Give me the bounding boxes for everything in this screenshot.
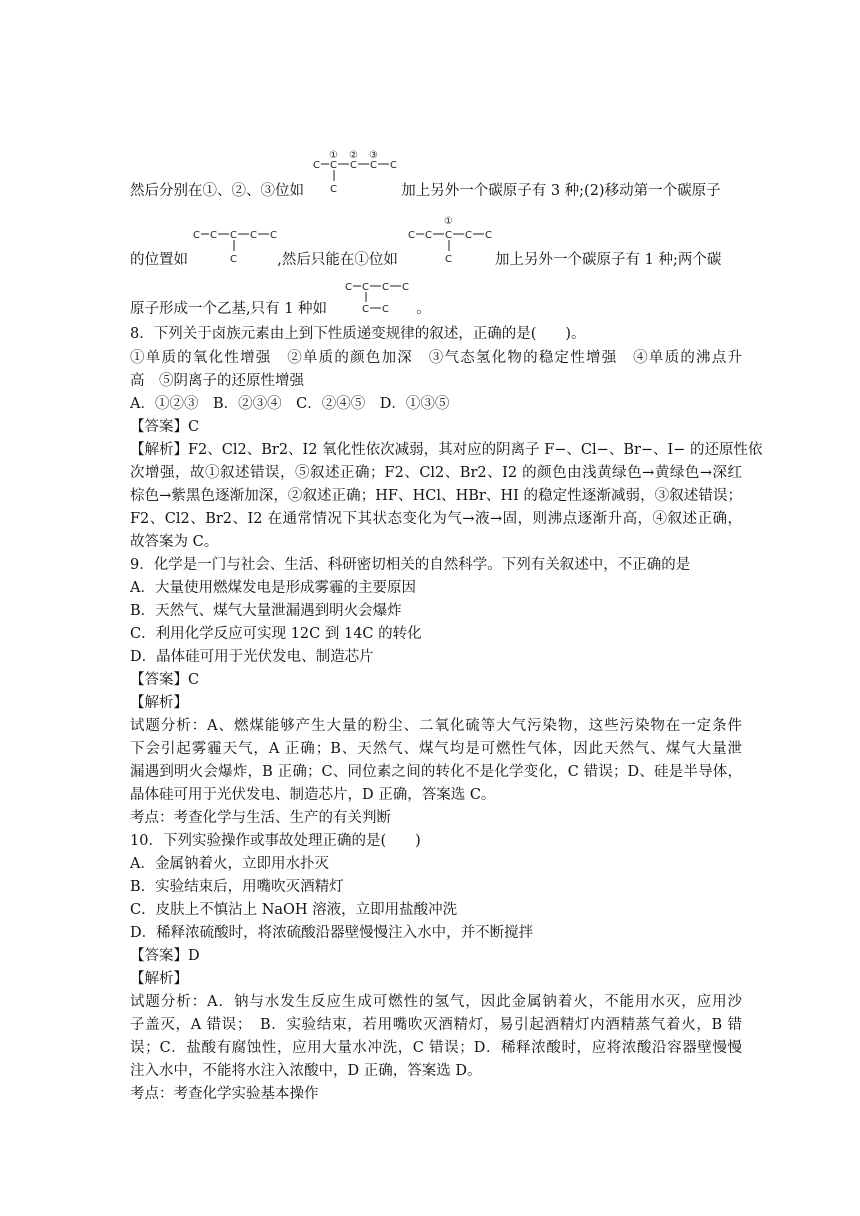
svg-text:①: ① [444,216,453,227]
q9-explanation-line-3: 漏遇到明火会爆炸，B 正确；C、同位素之间的转化不是化学变化，C 错误；D、硅是半导体， [130,764,742,780]
svg-text:C: C [382,282,389,293]
q8-explanation-line-3: 棕色→紫黑色逐渐加深，②叙述正确；HF、HCl、HBr、HI 的稳定性逐渐减弱，③叙述错误； [130,488,742,504]
s1-mark-3: ③ [369,150,378,161]
q10-option-c: C．皮肤上不慎沾上 NaOH 溶液，立即用盐酸冲洗 [130,902,458,918]
svg-text:C: C [362,282,369,293]
q9-answer: 【答案】C [130,672,200,688]
continuation-line-3: 原子形成一个乙基,只有 1 种如 。 [130,301,431,317]
q10-answer: 【答案】D [130,948,200,964]
svg-text:C: C [345,282,352,293]
q9-explanation-line-2: 下会引起雾霾天气，A 正确；B、天然气、煤气均是可燃性气体，因此天然气、煤气大量泄 [130,741,742,757]
q9-option-b: B．天然气、煤气大量泄漏遇到明火会爆炸 [130,603,402,619]
cont-text-1b: 加上另外一个碳原子有 3 种;(2)移动第一个碳原子 [401,183,721,199]
svg-text:C: C [362,304,369,315]
svg-text:C: C [425,230,432,241]
q10-explanation-line-4: 注入水中，不能将水注入浓酸中，D 正确，答案选 D。 [130,1063,482,1079]
q9-explanation-line-4: 晶体硅可用于光伏发电、制造芯片，D 正确，答案选 C。 [130,787,496,803]
svg-text:C: C [210,230,217,241]
svg-text:C: C [193,230,200,241]
svg-text:C: C [270,230,277,241]
svg-text:C: C [445,254,452,265]
s1-mark-2: ② [349,150,358,161]
svg-text:C: C [445,230,452,241]
q10-option-a: A．金属钠着火，立即用水扑灭 [130,856,329,872]
q9-analysis-label: 【解析】 [130,695,188,711]
q8-explanation-line-2: 次增强，故①叙述错误，⑤叙述正确；F2、Cl2、Br2、I2 的颜色由浅黄绿色→黄绿色→深红 [130,465,742,481]
s1-atom-5: C [390,160,397,171]
q9-option-a: A．大量使用燃煤发电是形成雾霾的主要原因 [130,580,416,596]
q9-key-point: 考点：考查化学与生活、生产的有关判断 [130,810,391,826]
q10-explanation-line-2: 子盖灭，A 错误； B．实验结束，若用嘴吹灭酒精灯，易引起酒精灯内酒精蒸气着火，B 错 [130,1017,742,1033]
q9-option-d: D．晶体硅可用于光伏发电、制造芯片 [130,649,374,665]
svg-text:C: C [485,230,492,241]
q8-explanation-line-5: 故答案为 C。 [130,534,219,550]
svg-text:C: C [230,254,237,265]
svg-text:C: C [402,282,409,293]
q8-explanation-line-4: F2、Cl2、Br2、I2 在通常情况下其状态变化为气→液→固，则沸点逐渐升高，④叙述正确， [130,511,742,527]
s1-atom-3: C [350,160,357,171]
s1-mark-1: ① [329,150,338,161]
continuation-line-2: 的位置如 ,然后只能在①位如 加上另外一个碳原子有 1 种;两个碳 [130,252,722,268]
q8-explanation-line-1: 【解析】F2、Cl2、Br2、I2 氧化性依次减弱，其对应的阴离子 F−、Cl−、Br−、I− 的还原性依 [130,442,763,458]
q9-stem: 9．化学是一门与社会、生活、科研密切相关的自然科学。下列有关叙述中，不正确的是 [130,557,691,573]
svg-text:C: C [465,230,472,241]
s1-atom-1: C [313,160,320,171]
cont-text-1a: 然后分别在①、②、③位如 [130,183,304,199]
svg-text:C: C [382,304,389,315]
svg-text:C: C [250,230,257,241]
q8-answer: 【答案】C [130,419,200,435]
q8-options-line-1: ①单质的氧化性增强 ②单质的颜色加深 ③气态氢化物的稳定性增强 ④单质的沸点升 [130,350,742,366]
q10-option-d: D．稀释浓硫酸时，将浓硫酸沿器壁慢慢注入水中，并不断搅拌 [130,925,534,941]
q10-explanation-line-1: 试题分析：A．钠与水发生反应生成可燃性的氢气，因此金属钠着火，不能用水灭，应用沙 [130,994,742,1010]
q9-option-c: C．利用化学反应可实现 12C 到 14C 的转化 [130,626,422,642]
q8-choices: A．①②③ B．②③④ C．②④⑤ D．①③⑤ [130,396,450,412]
s1-atom-4: C [370,160,377,171]
q10-option-b: B．实验结束后，用嘴吹灭酒精灯 [130,879,344,895]
q10-analysis-label: 【解析】 [130,971,188,987]
q9-explanation-line-1: 试题分析：A、燃煤能够产生大量的粉尘、二氧化硫等大气污染物，这些污染物在一定条件 [130,718,742,734]
svg-text:C: C [230,230,237,241]
q10-key-point: 考点：考查化学实验基本操作 [130,1086,319,1102]
continuation-line-1 [130,181,742,201]
q10-explanation-line-3: 误；C．盐酸有腐蚀性，应用大量水冲洗，C 错误；D．稀释浓酸时，应将浓酸沿容器壁慢慢 [130,1040,742,1056]
q8-options-line-2: 高 ⑤阴离子的还原性增强 [130,373,304,389]
q8-stem: 8．下列关于卤族元素由上到下性质递变规律的叙述，正确的是( )。 [130,326,586,342]
svg-text:C: C [408,230,415,241]
s1-atom-2: C [330,160,337,171]
q10-stem: 10．下列实验操作或事故处理正确的是( ) [130,833,421,849]
s1-branch: C [330,184,337,195]
